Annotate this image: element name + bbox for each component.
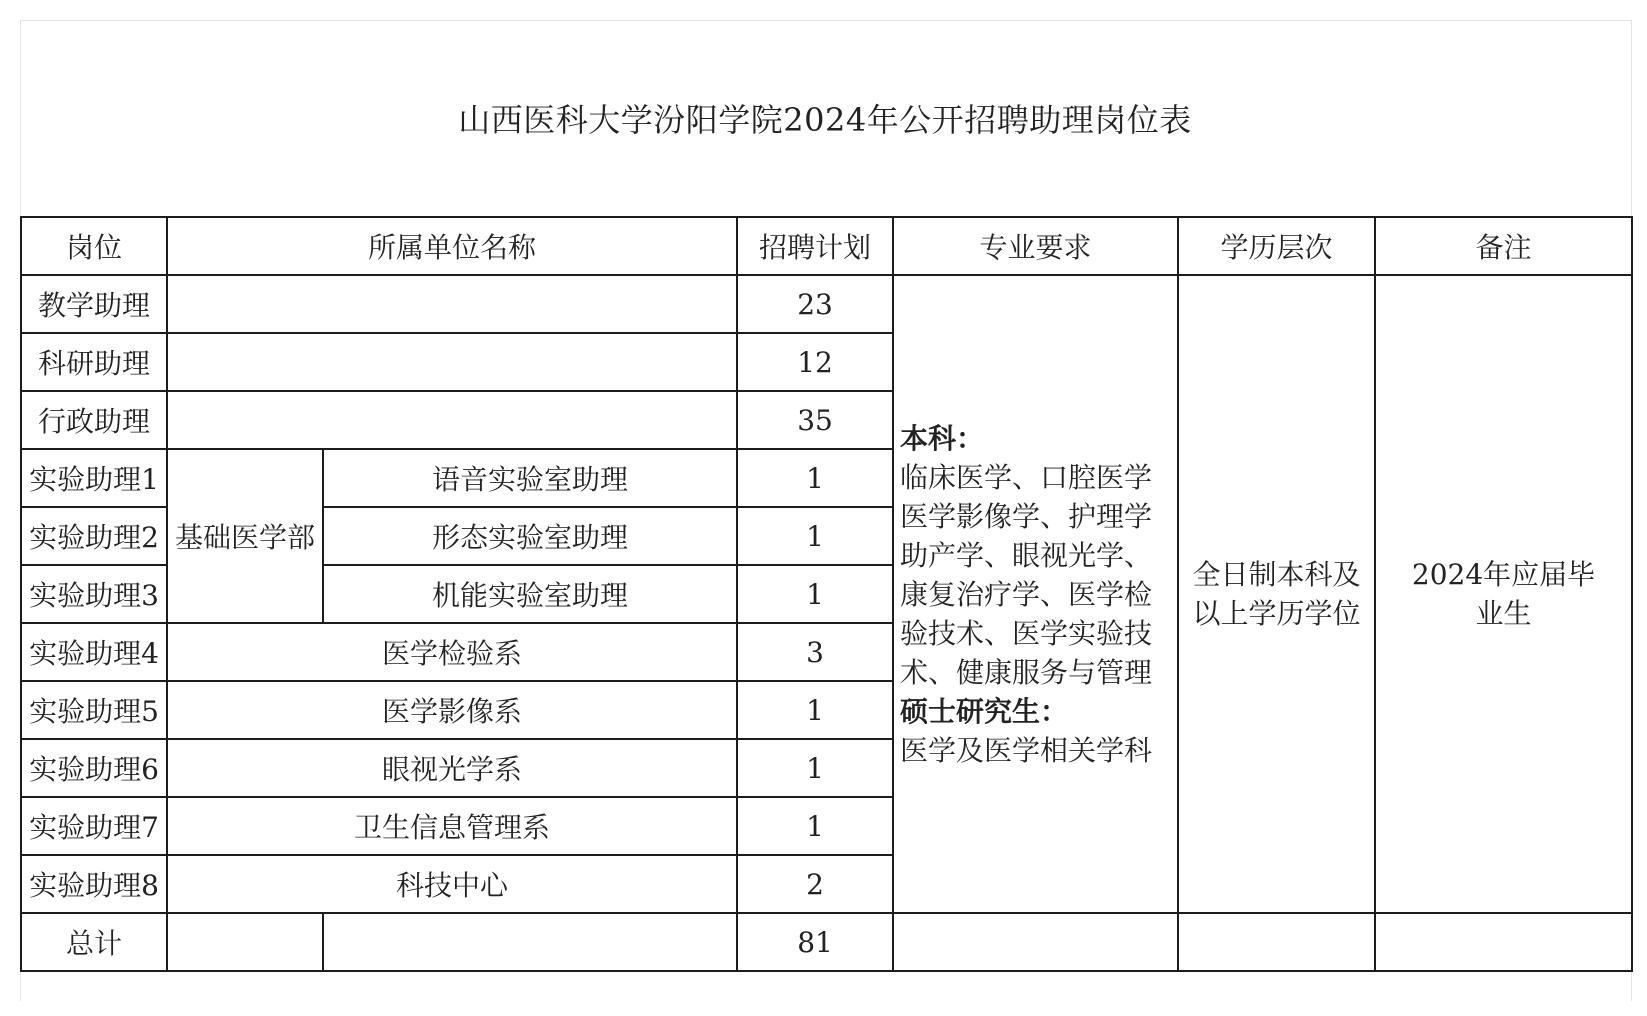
header-remark: 备注 [1375,217,1632,275]
position-cell: 实验助理3 [21,565,167,623]
total-empty-cell [167,913,323,971]
unit-cell: 卫生信息管理系 [167,797,737,855]
header-plan: 招聘计划 [737,217,893,275]
unit-cell: 科技中心 [167,855,737,913]
total-plan: 81 [737,913,893,971]
undergrad-majors: 临床医学、口腔医学医学影像学、护理学助产学、眼视光学、康复治疗学、医学检验技术、医学实验技术、健康服务与管理 [900,460,1153,689]
education-cell: 全日制本科及以上学历学位 [1178,275,1375,913]
plan-cell: 1 [737,797,893,855]
position-cell: 实验助理1 [21,449,167,507]
position-cell: 实验助理7 [21,797,167,855]
total-empty-cell [1375,913,1632,971]
plan-cell: 23 [737,275,893,333]
position-cell: 行政助理 [21,391,167,449]
page-title: 山西医科大学汾阳学院2024年公开招聘助理岗位表 [458,101,1192,139]
master-majors: 医学及医学相关学科 [900,733,1153,767]
plan-cell: 1 [737,565,893,623]
plan-cell: 2 [737,855,893,913]
unit-cell: 语音实验室助理 [323,449,737,507]
header-major: 专业要求 [893,217,1178,275]
unit-cell: 形态实验室助理 [323,507,737,565]
undergrad-label: 本科： [900,421,985,455]
department-cell: 基础医学部 [167,449,323,623]
position-cell: 实验助理6 [21,739,167,797]
unit-cell [167,275,737,333]
total-empty-cell [323,913,737,971]
header-position: 岗位 [21,217,167,275]
unit-cell [167,333,737,391]
position-cell: 实验助理5 [21,681,167,739]
position-cell: 实验助理2 [21,507,167,565]
plan-cell: 1 [737,681,893,739]
unit-cell [167,391,737,449]
header-unit: 所属单位名称 [167,217,737,275]
total-empty-cell [1178,913,1375,971]
plan-cell: 1 [737,507,893,565]
remark-cell: 2024年应届毕业生 [1375,275,1632,913]
total-row [21,913,1632,971]
plan-cell: 12 [737,333,893,391]
position-cell: 实验助理4 [21,623,167,681]
position-cell: 实验助理8 [21,855,167,913]
table-row [21,275,1632,333]
unit-cell: 眼视光学系 [167,739,737,797]
plan-cell: 1 [737,739,893,797]
recruitment-table [20,216,1633,972]
unit-cell: 医学影像系 [167,681,737,739]
header-education: 学历层次 [1178,217,1375,275]
plan-cell: 3 [737,623,893,681]
plan-cell: 1 [737,449,893,507]
plan-cell: 35 [737,391,893,449]
master-label: 硕士研究生： [900,694,1069,728]
total-label: 总计 [21,913,167,971]
header-row [21,217,1632,275]
major-requirement-cell [893,275,1178,913]
position-cell: 科研助理 [21,333,167,391]
unit-cell: 机能实验室助理 [323,565,737,623]
unit-cell: 医学检验系 [167,623,737,681]
total-empty-cell [893,913,1178,971]
position-cell: 教学助理 [21,275,167,333]
